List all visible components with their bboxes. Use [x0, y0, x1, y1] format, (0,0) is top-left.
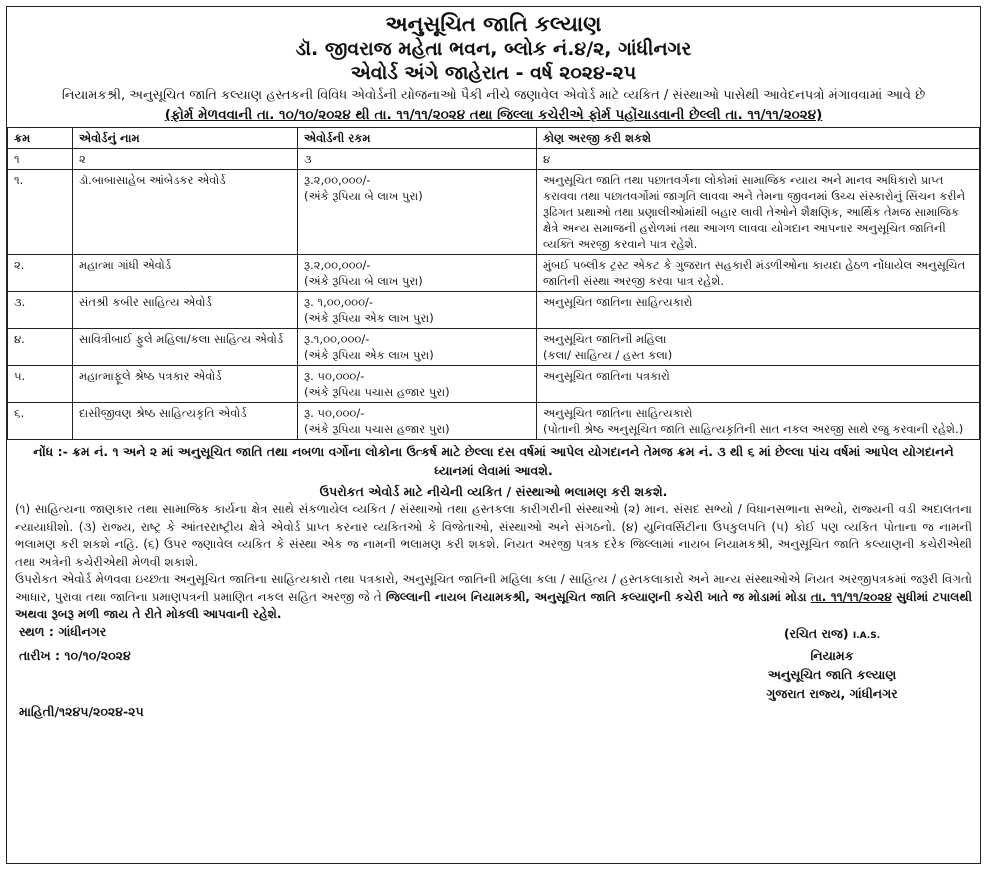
- eligibility: [537, 329, 980, 366]
- column-number: ૩: [298, 149, 537, 170]
- submission-paragraph: [7, 571, 980, 624]
- table-row: [8, 366, 980, 403]
- amount-words: (અંકે રૂપિયા પચાસ હજાર પુરા): [304, 422, 450, 436]
- column-number: ૧: [8, 149, 73, 170]
- form-dates: (ફોર્મ મેળવવાની તા. ૧૦/૧૦/૨૦૨૪ થી તા. ૧૧/૧૧/૨૦૨૪ તથા જિલ્લા કચેરીએ ફોર્મ પહોંચાડવાની છેલ્લી તા. ૧૧/૧૧/૨૦૨૪): [164, 107, 823, 123]
- eligibility: અનુસૂચિત જાતિના પત્રકારો: [537, 366, 980, 403]
- header-serial: ક્રમ: [8, 128, 73, 149]
- signatory-name: (રચિત રાજ): [783, 625, 849, 641]
- amount-figure: રૂ. ૫૦,૦૦૦/-: [304, 369, 365, 383]
- award-name: ડૉ.બાબાસાહેબ આંબેડકર એવોર્ડ: [73, 170, 298, 255]
- signatory-department: અનુસૂચિત જાતિ કલ્યાણ: [767, 666, 897, 682]
- award-amount: [298, 170, 537, 255]
- table-header-row: [8, 128, 980, 149]
- row-serial: ૩.: [8, 292, 73, 329]
- header-award-name: એવોર્ડનું નામ: [73, 128, 298, 149]
- header-eligibility: કોણ અરજી કરી શકશે: [537, 128, 980, 149]
- deadline-date: તા. ૧૧/૧૧/૨૦૨૪: [810, 589, 892, 604]
- row-serial: ૨.: [8, 255, 73, 292]
- amount-figure: રૂ.૧,૦૦,૦૦૦/-: [304, 332, 370, 346]
- amount-words: (અંકે રૂપિયા એક લાખ પુરા): [304, 348, 434, 362]
- signatory-designation: નિયામક: [810, 647, 854, 663]
- recommendation-paragraph: (૧) સાહિત્યના જાણકાર તથા સામાજિક કાર્યના ક્ષેત્ર સાથે સંકળાયેલ વ્યકિત / સંસ્થાઓ તથા હસ્તકલા કારીગરીની સંસ્થાઓ (૨) માન. સંસદ સભ્યો / વિધાનસભાના સભ્યો, રાજ્યની વડી અદાલતના ન્યાયાધીશો. (૩) રાજ્ય, રાષ્ટ્ર કે આંતરરાષ્ટ્રીય ક્ષેત્રે એવોર્ડ પ્રાપ્ત કરનાર વ્યકિતઓ કે વિજેતાઓ, સંસ્થાઓ અને સંગઠનો. (૪) યુનિવર્સિટીના ઉપકુલપતિ (૫) કોઈ પણ વ્યકિત પોતાના જ નામની ભલામણ કરી શકશે નહિ. (૬) ઉપર જણાવેલ વ્યકિત કે સંસ્થા એક જ નામની ભલામણ કરી શકશે. નિયત અરજી પત્રક દરેક જિલ્લામાં નાયબ નિયામકશ્રી, અનુસૂચિત જાતિ કલ્યાણની કચેરીએથી તથા અત્રેની કચેરીએથી મેળવી શકાશે.: [15, 502, 972, 569]
- table-row: [8, 170, 980, 255]
- table-row: [8, 292, 980, 329]
- amount-words: (અંકે રૂપિયા બે લાખ પુરા): [304, 189, 423, 203]
- award-amount: [298, 366, 537, 403]
- amount-figure: રૂ. ૧,૦૦,૦૦૦/-: [304, 295, 374, 309]
- header-award-amount: એવોર્ડની રકમ: [298, 128, 537, 149]
- award-amount: [298, 403, 537, 440]
- eligibility-main: અનુસૂચિત જાતિની મહિલા: [543, 332, 667, 346]
- row-serial: ૪.: [8, 329, 73, 366]
- awards-table: [7, 127, 980, 440]
- signatory-line: [697, 624, 967, 646]
- eligibility: [537, 403, 980, 440]
- eligibility: અનુસૂચિત જાતિ તથા પછાતવર્ગના લોકોમાં સામાજિક ન્યાય અને માનવ અધિકારો પ્રાપ્ત કરાવવા તથા પછાતવર્ગોમાં જાગૃતિ લાવવા અને તેમના જીવનમાં ઉચ્ચ સંસ્કારોનું સિંચન કરીને રૂઢિગત પ્રથાઓ તથા પ્રણાલીઓમાંથી બહાર લાવી તેઓને શૈક્ષણિક, આર્થિક તેમજ સામાજિક ક્ષેત્રે અન્ય સમાજની હરોળમાં તથા આગળ લાવવા યોગદાન આપનાર અનુસૂચિત જાતિની વ્યક્તિ અરજી કરવાને પાત્ર રહેશે.: [537, 170, 980, 255]
- table-row: [8, 329, 980, 366]
- award-amount: [298, 329, 537, 366]
- award-name: મહાત્માફૂલે શ્રેષ્ઠ પત્રકાર એવોર્ડ: [73, 366, 298, 403]
- amount-figure: રૂ.૨,૦૦,૦૦૦/-: [304, 258, 371, 272]
- signatory-office: ગુજરાત રાજ્ય, ગાંધીનગર: [766, 685, 898, 701]
- row-serial: ૧.: [8, 170, 73, 255]
- notice-header: [7, 7, 980, 85]
- amount-figure: રૂ. ૫૦,૦૦૦/-: [304, 406, 365, 420]
- amount-figure: રૂ.૨,૦૦,૦૦૦/-: [304, 173, 371, 187]
- submission-text-1: ઉપરોકત એવોર્ડ મેળવવા ઇચ્છતા અનુસૂચિત જાતિના સાહિત્યકારો તથા પત્રકારો, અનુસૂચિત જાતિની મહિલા કલા / સાહિત્ય / હસ્તકલાકારો અને માન્ય સંસ્થાઓએ નિયત અરજીપત્રકમાં જરૂરી વિગતો આધાર, પુરાવા તથા જાતિના પ્રમાણપત્રની પ્રમાણિત નકલ સહિત અરજી જે તે: [15, 572, 972, 604]
- eligibility-detail: (પોતાની શ્રેષ્ઠ અનુસૂચિત જાતિ સાહિત્યકૃતિની સાત નકલ અરજી સાથે રજુ કરવાની રહેશે.): [543, 422, 964, 436]
- column-number: ૨: [73, 149, 298, 170]
- department-title: અનુસૂચિત જાતિ કલ્યાણ: [385, 12, 602, 36]
- notice-page: [6, 6, 981, 864]
- notice-title: એવોર્ડ અંગે જાહેરાત - વર્ષ ૨૦૨૪-૨૫: [350, 62, 637, 84]
- award-name: સંતશ્રી કબીર સાહિત્ય એવોર્ડ: [73, 292, 298, 329]
- intro-text: નિયામકશ્રી, અનુસૂચિત જાતિ કલ્યાણ હસ્તકની વિવિધ એવોર્ડની યોજનાઓ પૈકી નીચે જણાવેલ એવોર્ડ માટે વ્યકિત / સંસ્થાઓ પાસેથી આવેદનપત્રો મંગાવવામાં આવે છે: [61, 88, 926, 103]
- office-address: ડૉ. જીવરાજ મહેતા ભવન, બ્લોક નં.૪/૨, ગાંધીનગર: [295, 38, 692, 60]
- table-number-row: [8, 149, 980, 170]
- award-name: દાસીજીવણ શ્રેષ્ઠ સાહિત્યકૃતિ એવોર્ડ: [73, 403, 298, 440]
- eligibility-detail: (કલા/ સાહિત્ય / હસ્ત કલા): [543, 348, 673, 362]
- submission-text-2: જિલ્લાની નાયબ નિયામકશ્રી, અનુસૂચિત જાતિ કલ્યાણની કચેરી ખાતે જ મોડામાં મોડા: [385, 589, 811, 604]
- reference-number: માહિતી/૧૨૪૫/૨૦૨૪-૨૫: [19, 703, 144, 719]
- recommendation-heading: ઉપરોકત એવોર્ડ માટે નીચેની વ્યકિત / સંસ્થાઓ ભલામણ કરી શકશે.: [319, 484, 668, 499]
- table-row: [8, 403, 980, 440]
- award-name: મહાત્મા ગાંધી એવોર્ડ: [73, 255, 298, 292]
- row-serial: ૫.: [8, 366, 73, 403]
- submission-text-3: સુધીમાં ટપાલથી અથવા રૂબરૂ મળી જાય તે રીતે મોકલી આપવાની રહેશે.: [15, 589, 972, 621]
- eligibility: અનુસૂચિત જાતિના સાહિત્યકારો: [537, 292, 980, 329]
- signature-block: [697, 624, 967, 703]
- amount-words: (અંકે રૂપિયા પચાસ હજાર પુરા): [304, 385, 450, 399]
- award-amount: [298, 292, 537, 329]
- date-label: તારીખ : ૧૦/૧૦/૨૦૨૪: [19, 647, 131, 663]
- row-serial: ૬.: [8, 403, 73, 440]
- column-number: ૪: [537, 149, 980, 170]
- amount-words: (અંકે રૂપિયા બે લાખ પુરા): [304, 274, 423, 288]
- signatory-service: I.A.S.: [852, 630, 881, 641]
- table-row: [8, 255, 980, 292]
- note-text: નોંધ :- ક્રમ નં. ૧ અને ૨ માં અનુસૂચિત જાતિ તથા નબળા વર્ગોના લોકોના ઉત્કર્ષ માટે છેલ્લા દસ વર્ષમાં આપેલ યોગદાનને તેમજ ક્રમ નં. ૩ થી ૬ માં છેલ્લા પાંચ વર્ષમાં આપેલ યોગદાનને ધ્યાનમાં લેવામાં આવશે.: [33, 444, 954, 478]
- eligibility: મુંબઈ પબ્લીક ટ્રસ્ટ એકટ કે ગુજરાત સહકારી મંડળીઓના કાયદા હેઠળ નોંધાયેલ અનુસૂચિત જાતિની સંસ્થા અરજી કરવા પાત્ર રહેશે.: [537, 255, 980, 292]
- award-name: સાવિત્રીબાઈ ફુલે મહિલા/કલા સાહિત્ય એવોર્ડ: [73, 329, 298, 366]
- place-label: સ્થળ : ગાંધીનગર: [19, 623, 107, 639]
- award-amount: [298, 255, 537, 292]
- amount-words: (અંકે રૂપિયા એક લાખ પુરા): [304, 311, 434, 325]
- eligibility-main: અનુસૂચિત જાતિના સાહિત્યકારો: [543, 406, 693, 420]
